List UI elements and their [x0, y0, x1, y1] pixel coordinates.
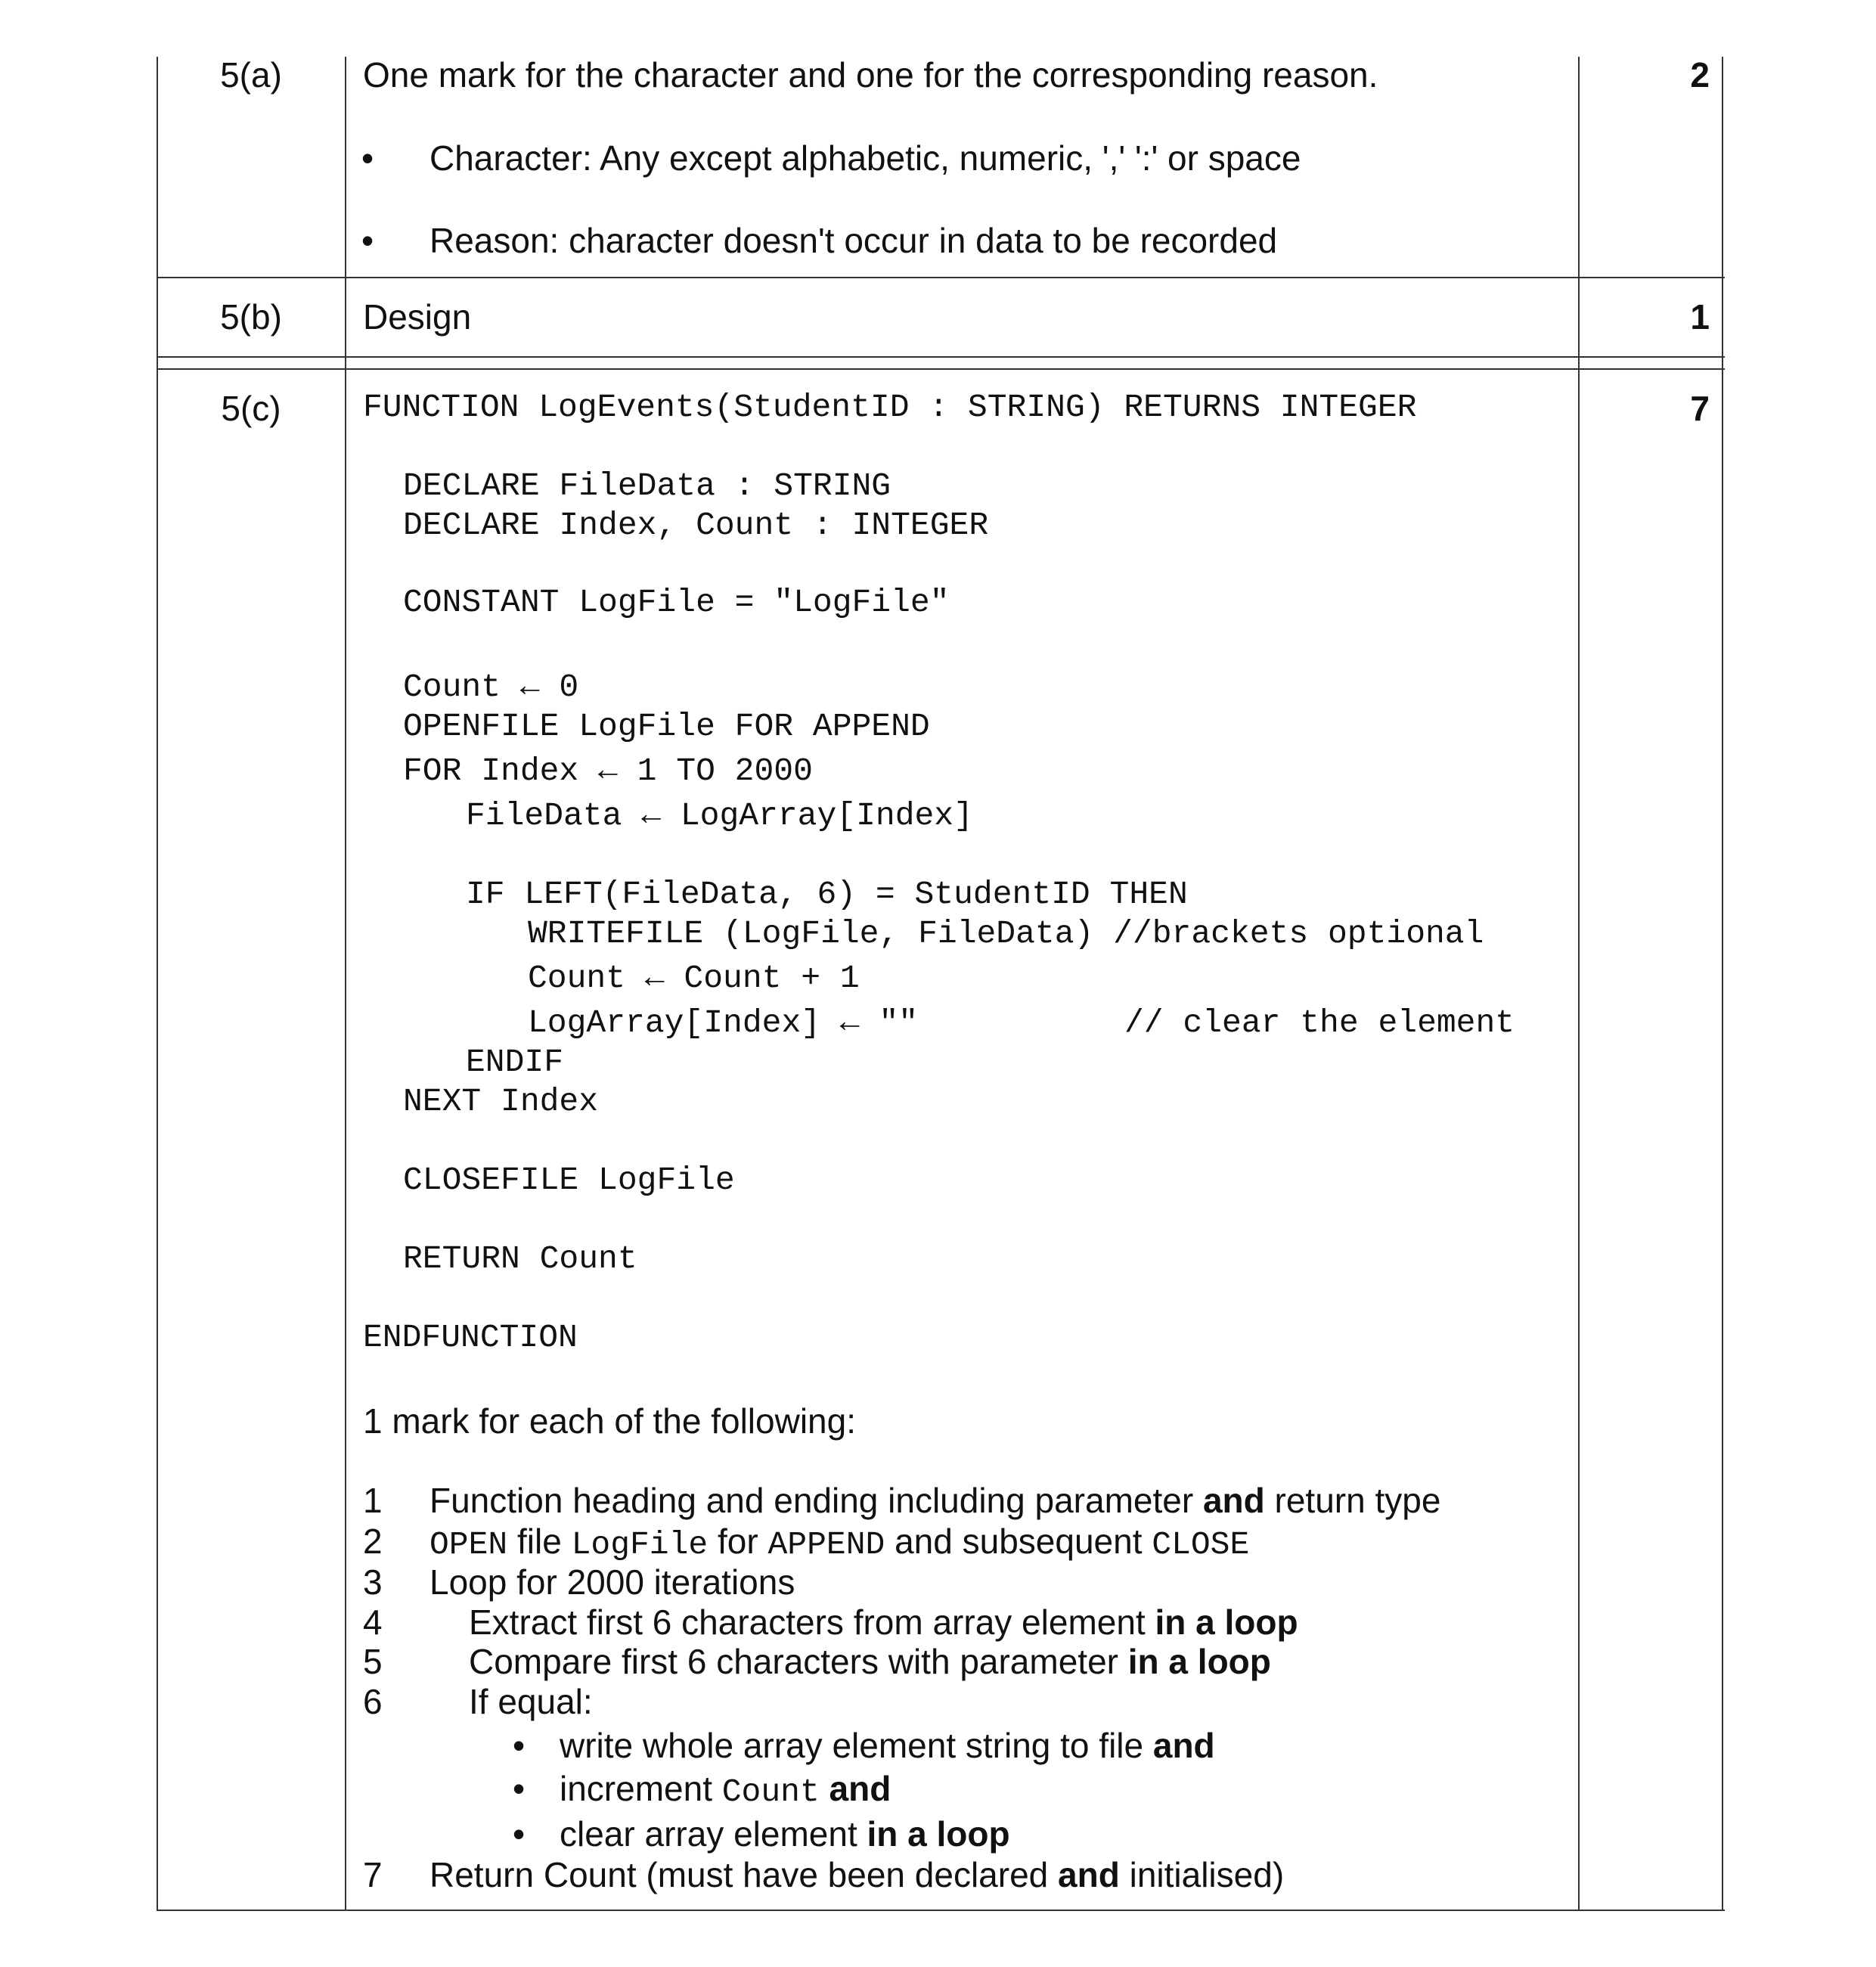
bullet-icon: • — [513, 1726, 526, 1765]
code-line: FOR Index ← 1 TO 2000 — [403, 752, 813, 790]
code-line: IF LEFT(FileData, 6) = StudentID THEN — [466, 876, 1188, 913]
question-number: 5(b) — [220, 297, 282, 337]
marks-value: 7 — [1690, 389, 1710, 428]
code-line: WRITEFILE (LogFile, FileData) //brackets optional — [528, 915, 1484, 952]
row-divider-5b-bottom — [157, 356, 1725, 358]
answer-bullet: Character: Any except alphabetic, numeric, ',' ':' or space — [429, 138, 1301, 178]
row-divider-5a-5b — [157, 277, 1725, 278]
question-number: 5(c) — [221, 389, 281, 428]
column-divider-marks — [1578, 57, 1580, 1910]
mark-point-number: 3 — [363, 1562, 383, 1602]
bullet-icon: • — [513, 1814, 526, 1854]
bullet-icon: • — [361, 221, 374, 260]
marks-value: 1 — [1690, 297, 1710, 337]
code-line: Count ← 0 — [403, 669, 579, 706]
mark-point-number: 4 — [363, 1602, 383, 1642]
mark-point-5: Compare first 6 characters with parameter in a loop — [469, 1642, 1271, 1681]
mark-point-6: If equal: — [469, 1682, 593, 1721]
mark-point-1: Function heading and ending including parameter and return type — [429, 1481, 1441, 1520]
code-line: CONSTANT LogFile = "LogFile" — [403, 584, 950, 621]
table-right-border — [1722, 57, 1723, 1910]
answer-bullet: Reason: character doesn't occur in data to be recorded — [429, 221, 1278, 260]
answer-intro: One mark for the character and one for the corresponding reason. — [363, 55, 1378, 95]
marks-value: 2 — [1690, 55, 1710, 95]
mark-subpoint: clear array element in a loop — [560, 1814, 1010, 1854]
code-line: ENDIF — [466, 1044, 564, 1081]
row-divider-5c-top — [157, 368, 1725, 370]
mark-point-number: 1 — [363, 1481, 383, 1520]
mark-subpoint: increment Count and — [560, 1769, 891, 1810]
mark-point-3: Loop for 2000 iterations — [429, 1562, 795, 1602]
mark-point-2: OPEN file LogFile for APPEND and subsequent CLOSE — [429, 1522, 1250, 1563]
mark-point-4: Extract first 6 characters from array element in a loop — [469, 1602, 1298, 1642]
code-line: Count ← Count + 1 — [528, 960, 860, 997]
code-line: DECLARE FileData : STRING — [403, 467, 891, 504]
mark-subpoint: write whole array element string to file and — [560, 1726, 1215, 1765]
code-line: FileData ← LogArray[Index] — [466, 797, 973, 834]
code-line: ENDFUNCTION — [363, 1319, 578, 1356]
mark-scheme-intro: 1 mark for each of the following: — [363, 1401, 856, 1441]
code-line: RETURN Count — [403, 1240, 637, 1277]
mark-point-number: 2 — [363, 1522, 383, 1561]
code-line: NEXT Index — [403, 1083, 599, 1120]
bullet-icon: • — [513, 1769, 526, 1808]
code-comment: // clear the element — [1124, 1004, 1515, 1041]
code-line: OPENFILE LogFile FOR APPEND — [403, 708, 930, 745]
code-line: DECLARE Index, Count : INTEGER — [403, 507, 989, 544]
mark-point-number: 5 — [363, 1642, 383, 1681]
mark-point-number: 6 — [363, 1682, 383, 1721]
code-line: CLOSEFILE LogFile — [403, 1162, 735, 1199]
mark-point-number: 7 — [363, 1855, 383, 1894]
answer-text: Design — [363, 297, 472, 337]
bullet-icon: • — [361, 138, 374, 178]
code-line: LogArray[Index] ← "" — [528, 1004, 919, 1041]
question-number: 5(a) — [220, 55, 282, 95]
code-line: FUNCTION LogEvents(StudentID : STRING) RETURNS INTEGER — [363, 389, 1417, 426]
mark-point-7: Return Count (must have been declared and initialised) — [429, 1855, 1285, 1894]
table-bottom-border — [157, 1910, 1725, 1911]
